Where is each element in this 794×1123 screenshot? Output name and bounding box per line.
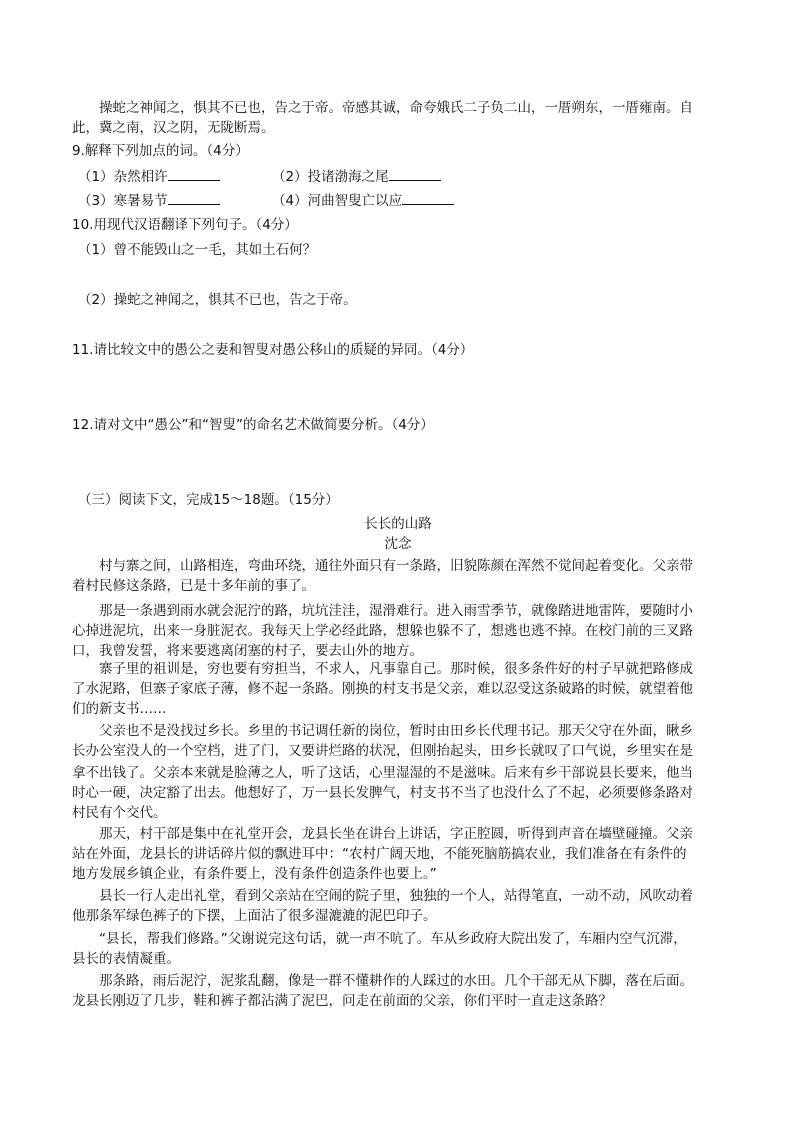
article-line: 口，我曾发誓，将来要逃离闭塞的村子，要去山外的地方。 <box>72 643 423 659</box>
article-title: 长长的山路 <box>364 516 432 532</box>
article-line: “县长，帮我们修路。”父谢说完这句话，就一声不吭了。车从乡政府大院出发了，车厢内空气沉滞， <box>99 931 687 947</box>
q9-item: （3）寒暑易节 <box>78 191 220 211</box>
article-line: 寨子里的祖训是，穷也要有穷担当，不求人，凡事靠自己。那时候，很多条件好的村子早就把路修成 <box>99 661 693 677</box>
article-line: 村民有个交代。 <box>72 805 167 821</box>
q9-item: （1）杂然相许 <box>78 167 220 187</box>
article-line: 地方发展乡镇企业，有条件要上，没有条件创造条件也要上。” <box>72 866 437 882</box>
article-line: 县长一行人走出礼堂，看到父亲站在空闹的院子里，独独的一个人，站得笔直，一动不动，风吹动着 <box>99 888 693 904</box>
article-line: 心掉进泥坑，出来一身脏泥衣。我每天上学必经此路，想躲也躲不了，想逃也逃不掉。在校门前的三叉路 <box>72 623 693 639</box>
q10-stem: 10.用现代汉语翻译下列句子。（4分） <box>72 217 298 233</box>
q12-stem: 12.请对文中“愚公”和“智叟”的命名艺术做简要分析。（4分） <box>72 417 434 433</box>
article-line: 长办公室没人的一个空档，进了门，又要讲烂路的状况，但刚抬起头，田乡长就叹了口气说，乡里实在是 <box>72 743 693 759</box>
q10-item: （1）曾不能毁山之一毛，其如土石何？ <box>78 242 317 258</box>
article-line: 他那条军绿色裤子的下摆，上面沾了很多湿漉漉的泥巴印子。 <box>72 908 437 924</box>
q10-item: （2）操蛇之神闻之，惧其不已也，告之于帝。 <box>78 292 357 308</box>
article-line: 龙县长刚迈了几步，鞋和裤子都沾满了泥巴，问走在前面的父亲，你们平时一直走这条路？ <box>72 993 612 1009</box>
section-heading: （三）阅读下文，完成15～18题。（15分） <box>78 492 339 508</box>
q9-item: （2）投诸渤海之尾 <box>272 167 441 187</box>
passage-line: 此，冀之南，汉之阴，无陇断焉。 <box>72 120 275 136</box>
article-line: 时心一硬，决定豁了出去。他想好了，万一县长发脾气，村支书不当了也没什么了不起，必须要修条路对 <box>72 785 693 801</box>
article-line: 父亲也不是没找过乡长。乡里的书记调任新的岗位，暂时由田乡长代理书记。那天父守在外面，瞅乡 <box>99 723 693 739</box>
article-line: 着村民修这条路，已是十多年前的事了。 <box>72 578 315 594</box>
passage-line: 操蛇之神闻之，惧其不已也，告之于帝。帝感其诚，命夸娥氏二子负二山，一厝朔东，一厝雍南。自 <box>99 100 693 116</box>
answer-blank <box>389 168 441 181</box>
answer-blank <box>168 168 220 181</box>
q9-item: （4）河曲智叟亡以应 <box>272 191 454 211</box>
article-line: 县长的表情凝重。 <box>72 951 180 967</box>
article-line: 拿不出钱了。父亲本来就是脸薄之人，听了这话，心里湿湿的不是滋味。后来有乡干部说县长要来，他当 <box>72 765 693 781</box>
answer-blank <box>402 192 454 205</box>
article-author: 沈念 <box>384 536 412 552</box>
article-line: 那条路，雨后泥泞，泥浆乱翻，像是一群不懂耕作的人踩过的水田。几个干部无从下脚，落在后面。 <box>99 973 693 989</box>
article-line: 们的新支书…… <box>72 701 167 717</box>
article-line: 了水泥路，但寨子家底子薄，修不起一条路。刚换的村支书是父亲，难以忍受这条破路的时候，就望着他 <box>72 681 693 697</box>
q9-stem: 9.解释下列加点的词。（4分） <box>72 143 249 159</box>
answer-blank <box>168 192 220 205</box>
article-line: 村与寨之间，山路相连，弯曲环绕，通往外面只有一条路，旧貌陈颜在浑然不觉间起着变化。父亲带 <box>99 558 693 574</box>
article-line: 站在外面，龙县长的讲话碎片似的飘进耳中：“农村广阔天地，不能死脑筋搞农业，我们准备在有条件的 <box>72 846 687 862</box>
article-line: 那是一条遇到雨水就会泥泞的路，坑坑洼洼，湿滑难行。进入雨雪季节，就像踏进地雷阵，要随时小 <box>99 603 693 619</box>
q11-stem: 11.请比较文中的愚公之妻和智叟对愚公移山的质疑的异同。（4分） <box>72 342 474 358</box>
article-line: 那天，村干部是集中在礼堂开会，龙县长坐在讲台上讲话，字正腔圆，听得到声音在墙壁碰撞。父亲 <box>99 826 693 842</box>
